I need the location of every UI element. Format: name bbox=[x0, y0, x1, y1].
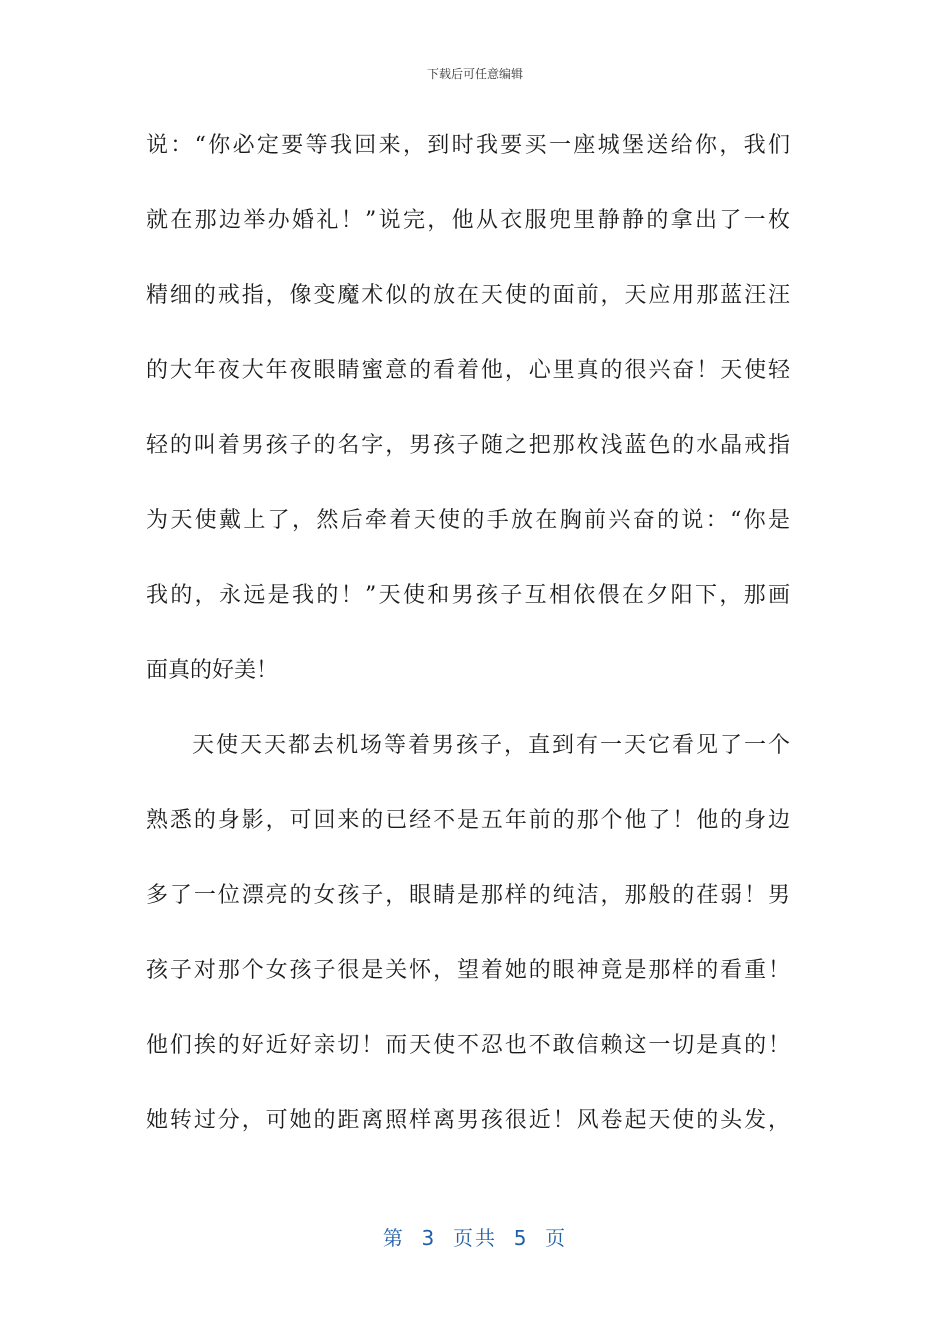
current-page-number: 3 bbox=[421, 1226, 437, 1250]
page-footer bbox=[0, 1224, 950, 1252]
page-header: 下载后可任意编辑 bbox=[426, 67, 523, 81]
text-line: 他们挨的好近好亲切！而天使不忍也不敢信赖这一切是真的！ bbox=[146, 1033, 790, 1058]
text-line: 熟悉的身影，可回来的已经不是五年前的那个他了！他的身边 bbox=[146, 808, 790, 833]
text-line: 她转过分，可她的距离照样离男孩很近！风卷起天使的头发， bbox=[146, 1108, 790, 1133]
page-label-suffix: 页 bbox=[545, 1226, 568, 1250]
text-line: 为天使戴上了，然后牵着天使的手放在胸前兴奋的说：“你是 bbox=[146, 508, 790, 533]
text-line: 轻的叫着男孩子的名字，男孩子随之把那枚浅蓝色的水晶戒指 bbox=[146, 433, 790, 458]
text-line: 说：“你必定要等我回来，到时我要买一座城堡送给你，我们 bbox=[146, 133, 790, 158]
page-label-middle: 页共 bbox=[453, 1226, 497, 1250]
text-line: 我的，永远是我的！”天使和男孩子互相依偎在夕阳下，那画 bbox=[146, 583, 790, 608]
text-line-paragraph-start: 天使天天都去机场等着男孩子，直到有一天它看见了一个 bbox=[192, 733, 790, 758]
text-line: 的大年夜大年夜眼睛蜜意的看着他，心里真的很兴奋！天使轻 bbox=[146, 358, 790, 383]
text-line: 孩子对那个女孩子很是关怀，望着她的眼神竟是那样的看重！ bbox=[146, 958, 790, 983]
body-text bbox=[146, 122, 790, 1172]
text-line: 多了一位漂亮的女孩子，眼睛是那样的纯洁，那般的荏弱！男 bbox=[146, 883, 790, 908]
text-line-paragraph-end: 面真的好美！ bbox=[146, 658, 279, 683]
total-pages-number: 5 bbox=[513, 1226, 529, 1250]
page-label-prefix: 第 bbox=[382, 1226, 405, 1250]
text-line: 就在那边举办婚礼！”说完，他从衣服兜里静静的拿出了一枚 bbox=[146, 208, 790, 233]
text-line: 精细的戒指，像变魔术似的放在天使的面前，天应用那蓝汪汪 bbox=[146, 283, 790, 308]
